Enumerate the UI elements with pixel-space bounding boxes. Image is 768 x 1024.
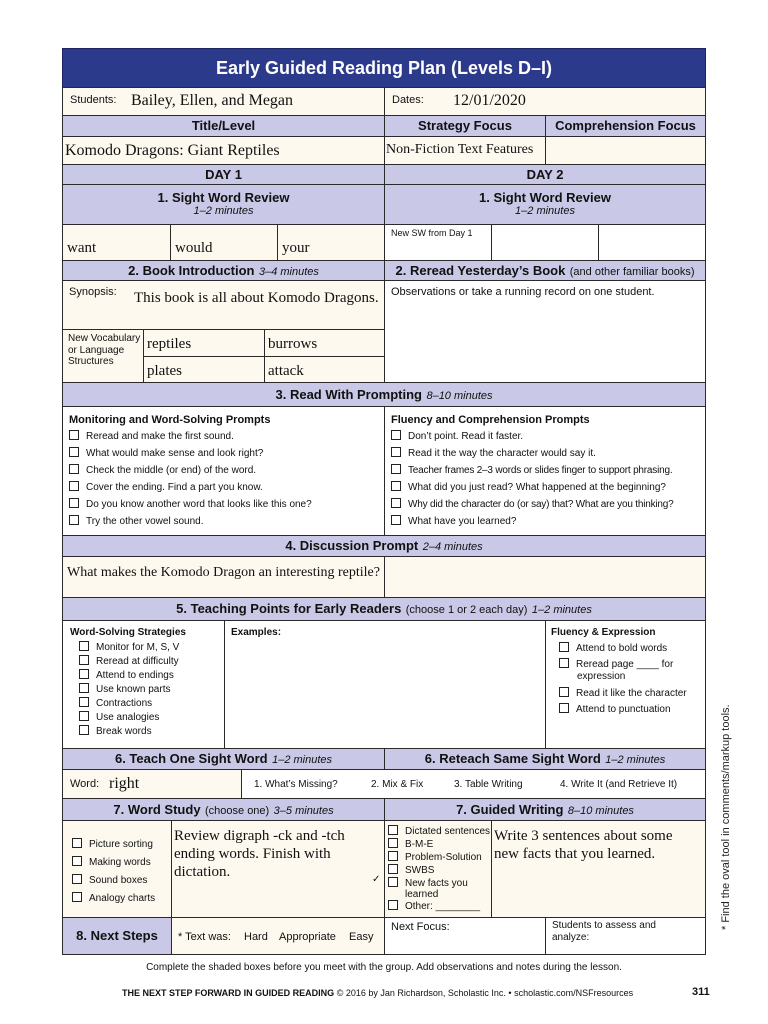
reread-observations-field[interactable] [384, 280, 706, 383]
vocab-field[interactable] [143, 356, 265, 383]
reteach-step: 2. Mix & Fix [371, 779, 424, 790]
checkbox-icon[interactable] [79, 683, 89, 693]
word-study-time: 3–5 minutes [273, 805, 334, 817]
fluency-prompts-box [384, 406, 706, 536]
word-solving-title: Word-Solving Strategies [70, 627, 186, 638]
day2-header: DAY 2 [384, 164, 706, 185]
checkbox-icon[interactable] [391, 464, 401, 474]
vocab-field[interactable] [264, 356, 385, 383]
vocab-label: New Vocabulary or Language Structures [68, 333, 141, 367]
reread-note: (and other familiar books) [569, 266, 695, 278]
discussion-field[interactable] [62, 556, 385, 598]
discussion-time: 2–4 minutes [422, 541, 483, 553]
guided-writing-time: 8–10 minutes [567, 805, 634, 817]
prompt-checkbox-item[interactable]: Check the middle (or end) of the word. [69, 462, 312, 479]
checkbox-icon[interactable] [559, 703, 569, 713]
footer-copyright: © 2016 by Jan Richardson, Scholastic Inc. • scholastic.com/NSFresources [336, 988, 634, 998]
checkbox-icon[interactable] [69, 464, 79, 474]
checkbox-icon[interactable] [391, 498, 401, 508]
checkbox-icon[interactable] [79, 725, 89, 735]
fluency-expression-title: Fluency & Expression [551, 627, 656, 638]
difficulty-option-hard[interactable]: Hard [244, 931, 268, 943]
teach-sight-word-title: 6. Teach One Sight Word [114, 751, 268, 766]
word-study-header [62, 798, 385, 821]
discussion-field-day2[interactable] [384, 556, 706, 598]
strategy-checkbox-item[interactable]: Reread at difficulty [79, 655, 179, 669]
reteach-step: 3. Table Writing [454, 779, 523, 790]
sight-word-box[interactable] [170, 224, 278, 261]
day2-sight-word-box[interactable] [491, 224, 599, 261]
checkbox-icon[interactable] [79, 711, 89, 721]
students-assess-field[interactable] [545, 917, 706, 955]
guided-writing-field[interactable] [491, 820, 706, 918]
sight-word-review-time: 1–2 minutes [193, 205, 254, 217]
word-study-checkbox-item[interactable]: Making words [72, 854, 155, 872]
strategy-focus-label: Strategy Focus [384, 115, 546, 137]
synopsis-label: Synopsis: [69, 286, 117, 298]
prompt-checkbox-item[interactable]: What would make sense and look right? [69, 445, 312, 462]
checkbox-icon[interactable] [69, 498, 79, 508]
vertical-divider [224, 620, 225, 749]
checkbox-icon[interactable] [388, 825, 398, 835]
teaching-points-time: 1–2 minutes [531, 604, 592, 616]
strategy-checkbox-item[interactable]: Use analogies [79, 711, 179, 725]
next-focus-field[interactable] [384, 917, 546, 955]
monitoring-prompts-box [62, 406, 385, 536]
day1-header: DAY 1 [62, 164, 385, 185]
discussion-value: What makes the Komodo Dragon an interesting reptile? [67, 565, 380, 580]
checkbox-icon[interactable] [79, 641, 89, 651]
teach-sight-word-header [62, 748, 385, 770]
comprehension-focus-field[interactable] [545, 136, 706, 165]
read-with-prompting-header [62, 382, 706, 407]
sight-word-review-header [62, 184, 385, 225]
fluency-checkbox-item[interactable]: Reread page ____ for expression [559, 658, 707, 683]
footer-book-title: THE NEXT STEP FORWARD IN GUIDED READING [122, 988, 335, 998]
read-with-prompting-title: 3. Read With Prompting [275, 387, 422, 402]
checkbox-icon[interactable] [69, 447, 79, 457]
examples-field[interactable] [226, 640, 544, 748]
prompt-checkbox-item[interactable]: Read it the way the character would say it. [391, 445, 674, 462]
footer-credit [122, 988, 633, 998]
title-level-label: Title/Level [62, 115, 385, 137]
checkbox-icon[interactable] [391, 430, 401, 440]
checkbox-icon[interactable] [391, 447, 401, 457]
vertical-divider [545, 620, 546, 749]
teaching-points-header [62, 597, 706, 621]
word-value: right [109, 775, 140, 792]
word-study-options [62, 820, 172, 918]
sight-word-review-header-day2 [384, 184, 706, 225]
sight-word-box[interactable] [62, 224, 171, 261]
writing-checkbox-item[interactable]: SWBS [388, 864, 495, 877]
title-level-value: Komodo Dragons: Giant Reptiles [65, 142, 280, 159]
difficulty-option-appropriate[interactable]: Appropriate [279, 931, 336, 943]
students-field[interactable]: Bailey, Ellen, and Megan [131, 92, 294, 109]
checkbox-icon[interactable] [72, 874, 82, 884]
monitoring-prompts-title: Monitoring and Word-Solving Prompts [69, 414, 271, 426]
dates-cell [384, 87, 706, 116]
writing-checkbox-item[interactable]: Other: ________ [388, 900, 495, 913]
vocab-word: burrows [268, 336, 318, 352]
sight-word: want [67, 240, 97, 256]
reteach-step: 4. Write It (and Retrieve It) [560, 779, 678, 790]
book-intro-time: 3–4 minutes [258, 266, 319, 278]
vocab-word: reptiles [147, 336, 192, 352]
checkbox-icon[interactable] [69, 430, 79, 440]
examples-label: Examples: [231, 627, 282, 638]
guided-writing-options [384, 820, 492, 918]
teaching-points-title: 5. Teaching Points for Early Readers [176, 601, 402, 616]
checkbox-icon[interactable] [72, 892, 82, 902]
vocab-field[interactable] [143, 329, 265, 357]
prompt-checkbox-item[interactable]: What did you just read? What happened at the beginning? [391, 479, 674, 496]
footer-instruction: Complete the shaded boxes before you meet with the group. Add observations and notes during the lesson. [146, 962, 622, 973]
title-level-field[interactable] [62, 136, 385, 165]
word-study-title: 7. Word Study [113, 802, 201, 817]
prompt-checkbox-item[interactable]: Reread and make the first sound. [69, 428, 312, 445]
word-study-checkbox-item[interactable]: Picture sorting [72, 836, 155, 854]
word-study-value: Review digraph -ck and -tch ending words. Finish with dictation. [174, 828, 345, 880]
word-label: Word: [70, 778, 100, 790]
strategy-checkbox-item[interactable]: Attend to endings [79, 669, 179, 683]
word-study-checkbox-item[interactable]: Sound boxes [72, 872, 155, 890]
prompt-checkbox-item[interactable]: Don’t point. Read it faster. [391, 428, 674, 445]
fluency-checkbox-item[interactable]: Read it like the character [559, 687, 687, 700]
checkbox-icon[interactable] [559, 658, 569, 668]
checkbox-icon[interactable] [79, 697, 89, 707]
new-sw-note: New SW from Day 1 [391, 228, 473, 238]
vocab-word: plates [147, 363, 182, 379]
strategy-checkbox-item[interactable]: Use known parts [79, 683, 179, 697]
plan-title: Early Guided Reading Plan (Levels D–I) [62, 48, 706, 88]
sight-word-review-time-day2: 1–2 minutes [515, 205, 575, 217]
students-label: Students: [70, 94, 117, 106]
writing-checkbox-item[interactable]: B-M-E [388, 838, 495, 851]
teach-sight-word-time: 1–2 minutes [272, 754, 333, 766]
checkbox-icon[interactable] [388, 851, 398, 861]
reteach-step: 1. What’s Missing? [254, 779, 338, 790]
checkbox-icon[interactable] [391, 481, 401, 491]
writing-checkbox-item[interactable]: Problem-Solution [388, 851, 495, 864]
fluency-checkbox-item[interactable]: Attend to bold words [559, 641, 707, 656]
checkbox-icon[interactable] [388, 900, 398, 910]
sight-word-review-title-day2: 1. Sight Word Review [479, 190, 611, 205]
discussion-title: 4. Discussion Prompt [285, 538, 419, 553]
prompt-checkbox-item[interactable]: What have you learned? [391, 513, 674, 530]
book-intro-title: 2. Book Introduction [128, 263, 255, 278]
teaching-points-note: (choose 1 or 2 each day) [405, 604, 528, 616]
checkbox-icon[interactable] [79, 669, 89, 679]
sight-word: your [282, 240, 310, 256]
checkbox-icon[interactable] [79, 655, 89, 665]
fluency-checkbox-item[interactable]: Attend to punctuation [559, 702, 707, 717]
comprehension-focus-label: Comprehension Focus [545, 115, 706, 137]
sight-word: would [175, 240, 213, 256]
reteach-title: 6. Reteach Same Sight Word [424, 751, 601, 766]
word-study-note: (choose one) [205, 805, 270, 817]
strategy-focus-field[interactable] [384, 136, 546, 165]
reteach-steps [241, 769, 706, 799]
day2-sight-word-box[interactable] [384, 224, 492, 261]
prompt-checkbox-item[interactable]: Cover the ending. Find a part you know. [69, 479, 312, 496]
students-assess-label: Students to assess and analyze: [552, 920, 656, 943]
word-study-checkbox-item[interactable]: Analogy charts [72, 890, 155, 908]
checkbox-icon[interactable] [69, 515, 79, 525]
day2-sight-word-box[interactable] [598, 224, 706, 261]
checkbox-icon[interactable] [388, 864, 398, 874]
word-study-field[interactable] [171, 820, 385, 918]
sight-word-field[interactable] [62, 769, 242, 799]
text-difficulty-cell [171, 917, 385, 955]
sight-word-box[interactable] [277, 224, 385, 261]
text-was-label: * Text was: [178, 931, 231, 943]
synopsis-value: This book is all about Komodo Dragons. [134, 290, 379, 306]
guided-writing-title: 7. Guided Writing [456, 802, 564, 817]
vocab-word: attack [268, 363, 304, 379]
next-steps-label: 8. Next Steps [62, 917, 172, 955]
read-with-prompting-time: 8–10 minutes [426, 390, 493, 402]
checkbox-icon[interactable] [72, 838, 82, 848]
page-number: 311 [692, 986, 710, 998]
sight-word-review-title: 1. Sight Word Review [157, 190, 290, 205]
checkbox-icon[interactable] [559, 687, 569, 697]
reread-header [384, 260, 706, 281]
checkbox-icon[interactable] [391, 515, 401, 525]
fluency-prompts-title: Fluency and Comprehension Prompts [391, 414, 590, 426]
prompt-checkbox-item[interactable]: Do you know another word that looks like this one? [69, 496, 312, 513]
vocab-label-cell [62, 329, 144, 383]
checked-checkbox-icon[interactable] [388, 877, 398, 887]
prompt-checkbox-item[interactable]: Why did the character do (or say) that? What are you thinking? [391, 496, 674, 513]
strategy-checkbox-item[interactable]: Contractions [79, 697, 179, 711]
writing-checkbox-item[interactable]: Dictated sentences [388, 825, 495, 838]
dates-label: Dates: [392, 94, 424, 106]
checkbox-icon[interactable] [72, 856, 82, 866]
prompt-checkbox-item[interactable]: Teacher frames 2–3 words or slides finger to support phrasing. [391, 462, 674, 479]
writing-checkbox-item[interactable]: ✓New facts you learned [388, 877, 495, 900]
next-focus-label: Next Focus: [391, 921, 450, 933]
difficulty-option-easy[interactable]: Easy [349, 931, 374, 943]
strategy-checkbox-item[interactable]: Monitor for M, S, V [79, 641, 179, 655]
checkbox-icon[interactable] [559, 642, 569, 652]
strategy-focus-value: Non-Fiction Text Features [386, 142, 534, 157]
reread-observations-label: Observations or take a running record on one student. [391, 286, 655, 298]
prompt-checkbox-item[interactable]: Try the other vowel sound. [69, 513, 312, 530]
dates-field[interactable]: 12/01/2020 [453, 92, 526, 109]
side-note: * Find the oval tool in comments/markup tools. [720, 704, 732, 930]
strategy-checkbox-item[interactable]: Break words [79, 725, 179, 739]
reteach-header [384, 748, 706, 770]
book-intro-header [62, 260, 385, 281]
reread-title: 2. Reread Yesterday’s Book [395, 263, 566, 278]
guided-writing-header [384, 798, 706, 821]
vocab-field[interactable] [264, 329, 385, 357]
discussion-header [62, 535, 706, 557]
checkbox-icon[interactable] [388, 838, 398, 848]
students-cell [62, 87, 385, 116]
guided-writing-value: Write 3 sentences about some new facts that you learned. [494, 828, 673, 862]
checkbox-icon[interactable] [69, 481, 79, 491]
synopsis-field[interactable] [62, 280, 385, 330]
reteach-time: 1–2 minutes [605, 754, 666, 766]
